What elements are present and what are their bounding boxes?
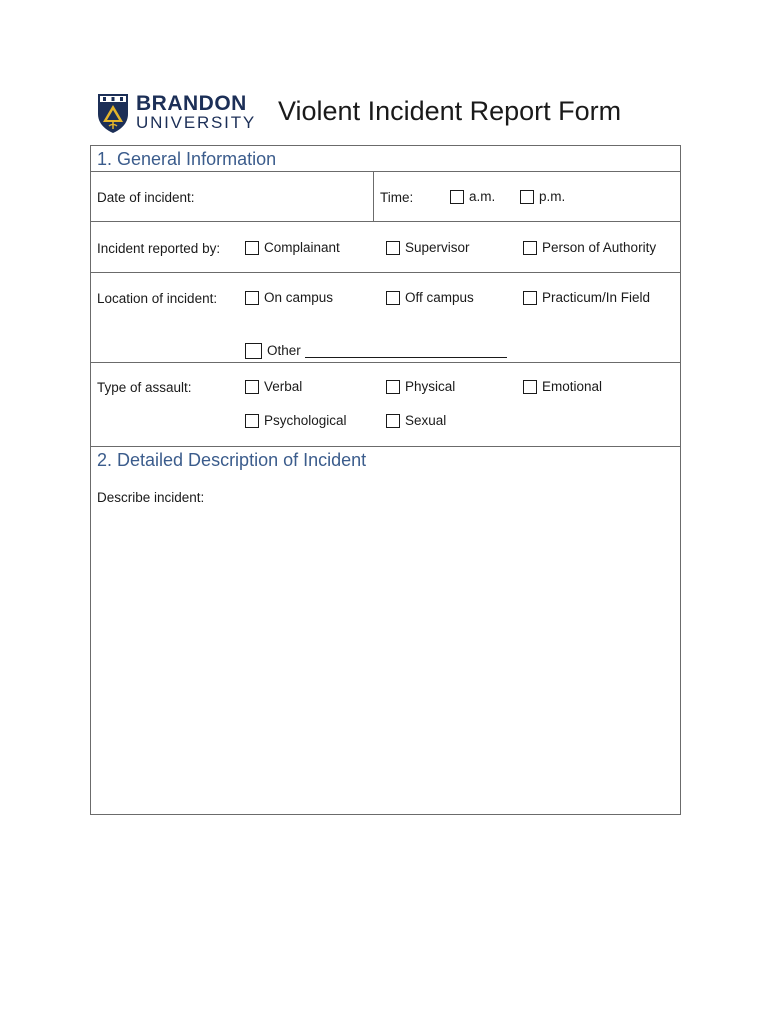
checkbox-label: a.m. [469,189,496,204]
divider [373,171,374,221]
checkbox-icon[interactable] [245,241,259,255]
checkbox-psychological[interactable] [245,413,347,429]
checkbox-sexual[interactable] [386,413,446,429]
divider [91,171,680,172]
checkbox-label: p.m. [539,189,566,204]
checkbox-icon[interactable] [450,190,464,204]
checkbox-icon[interactable] [520,190,534,204]
other-text-field[interactable] [305,345,507,358]
section-general-information-title: 1. General Information [97,149,277,169]
checkbox-icon[interactable] [245,380,259,394]
brandon-university-logo [96,92,256,134]
checkbox-label: Physical [405,379,456,394]
describe-incident-label: Describe incident: [97,490,205,505]
checkbox-icon[interactable] [386,291,400,305]
checkbox-label: Psychological [264,413,347,428]
location-label: Location of incident: [97,291,218,306]
date-of-incident-label: Date of incident: [97,190,195,205]
checkbox-icon[interactable] [245,343,262,359]
type-of-assault-label: Type of assault: [97,380,192,395]
checkbox-icon[interactable] [386,414,400,428]
checkbox-on-campus[interactable] [245,290,333,306]
checkbox-icon[interactable] [523,241,537,255]
checkbox-supervisor[interactable] [386,240,470,256]
checkbox-complainant[interactable] [245,240,340,256]
checkbox-emotional[interactable] [523,379,602,395]
time-label: Time: [380,190,414,205]
checkbox-label: Verbal [264,379,303,394]
checkbox-label: Sexual [405,413,447,428]
checkbox-label: Person of Authority [542,240,657,255]
checkbox-practicum-in-field[interactable] [523,290,650,306]
checkbox-label: Other [267,343,301,358]
checkbox-verbal[interactable] [245,379,302,395]
divider [91,446,680,447]
checkbox-icon[interactable] [245,414,259,428]
checkbox-icon[interactable] [523,291,537,305]
checkbox-am[interactable] [450,189,495,205]
divider [91,221,680,222]
checkbox-label: Emotional [542,379,603,394]
brand-name-bottom: UNIVERSITY [136,113,257,132]
section-detailed-description-title: 2. Detailed Description of Incident [97,450,367,470]
divider [91,272,680,273]
checkbox-icon[interactable] [386,241,400,255]
form-title: Violent Incident Report Form [278,96,622,126]
checkbox-label: Practicum/In Field [542,290,651,305]
checkbox-off-campus[interactable] [386,290,474,306]
crest-icon [96,92,130,134]
checkbox-pm[interactable] [520,189,565,205]
checkbox-label: On campus [264,290,334,305]
checkbox-label: Supervisor [405,240,470,255]
checkbox-label: Complainant [264,240,340,255]
describe-incident-textarea[interactable] [97,512,672,808]
checkbox-icon[interactable] [523,380,537,394]
checkbox-icon[interactable] [386,380,400,394]
checkbox-other[interactable] [245,343,507,359]
checkbox-icon[interactable] [245,291,259,305]
reported-by-label: Incident reported by: [97,241,221,256]
checkbox-label: Off campus [405,290,474,305]
brand-name-top: BRANDON [136,92,247,115]
checkbox-physical[interactable] [386,379,455,395]
incident-form [90,145,681,815]
checkbox-person-of-authority[interactable] [523,240,656,256]
divider [91,362,680,363]
